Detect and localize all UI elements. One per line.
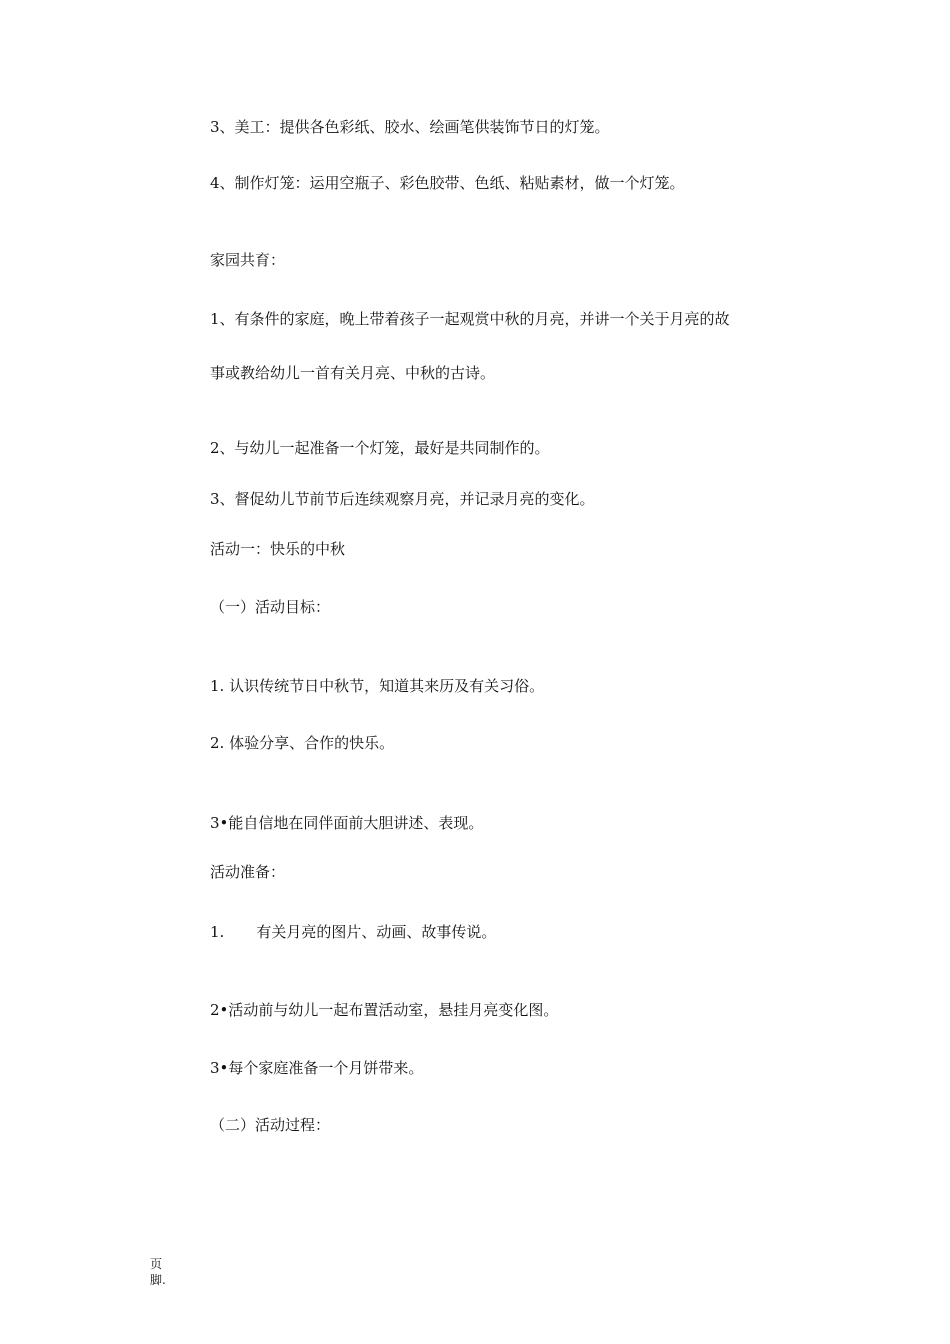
heading-home-school: 家园共育：: [210, 251, 286, 269]
paragraph-home-1-line2: 事或教给幼儿一首有关月亮、中秋的古诗。: [210, 364, 496, 382]
goal-item-1: 1. 认识传统节日中秋节，知道其来历及有关习俗。: [210, 677, 545, 695]
paragraph-home-3: 3、督促幼儿节前节后连续观察月亮，并记录月亮的变化。: [210, 490, 595, 508]
paragraph-home-2: 2、与幼儿一起准备一个灯笼，最好是共同制作的。: [210, 439, 550, 457]
goal-item-2: 2. 体验分享、合作的快乐。: [210, 734, 395, 752]
goal-item-3: 3•能自信地在同伴面前大胆讲述、表现。: [210, 814, 484, 832]
prep-item-1-text: 有关月亮的图片、动画、故事传说。: [256, 923, 497, 941]
paragraph-home-1-line1: 1、有条件的家庭，晚上带着孩子一起观赏中秋的月亮，并讲一个关于月亮的故: [210, 310, 730, 328]
heading-activity-process: （二）活动过程：: [210, 1116, 331, 1134]
paragraph-art-materials: 3、美工：提供各色彩纸、胶水、绘画笔供装饰节日的灯笼。: [210, 118, 610, 136]
heading-activity-goals: （一）活动目标：: [210, 598, 331, 616]
page-footer: 页脚.: [150, 1257, 166, 1287]
heading-activity-one: 活动一：快乐的中秋: [210, 540, 346, 558]
heading-activity-prep: 活动准备：: [210, 863, 286, 881]
prep-item-1-number: 1.: [210, 923, 225, 941]
prep-item-3: 3•每个家庭准备一个月饼带来。: [210, 1059, 424, 1077]
prep-item-2: 2•活动前与幼儿一起布置活动室，悬挂月亮变化图。: [210, 1001, 559, 1019]
paragraph-make-lantern: 4、制作灯笼：运用空瓶子、彩色胶带、色纸、粘贴素材，做一个灯笼。: [210, 174, 685, 192]
prep-item-1: [210, 922, 496, 942]
